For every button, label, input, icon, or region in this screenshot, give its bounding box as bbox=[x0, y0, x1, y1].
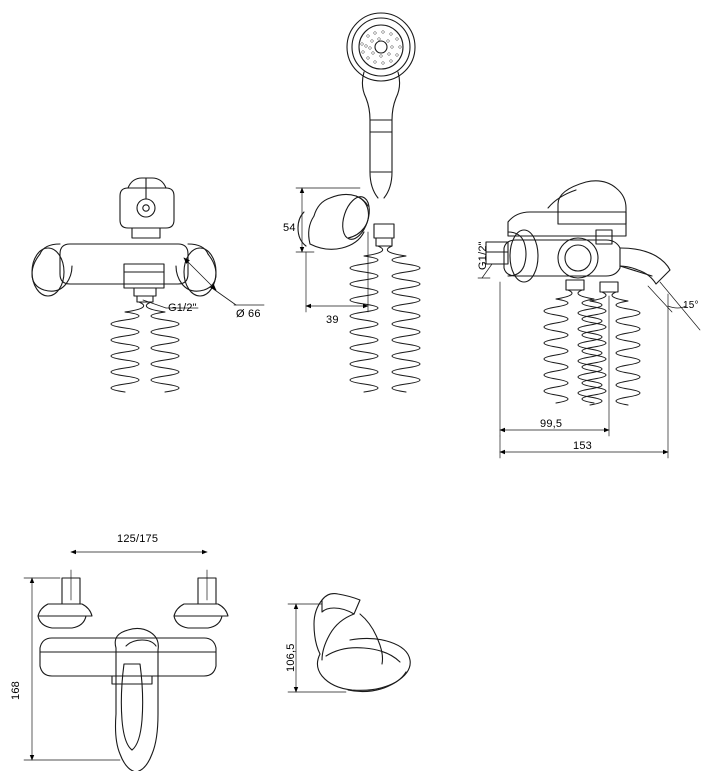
label-dim-995: 99,5 bbox=[540, 418, 563, 430]
hand-shower-dimensions bbox=[296, 188, 368, 312]
side-view-dimensions bbox=[478, 264, 700, 458]
top-view-mixer-geometry bbox=[38, 578, 228, 771]
label-angle-15: 15° bbox=[683, 300, 699, 311]
label-thread-g12-side: G1/2" bbox=[477, 241, 489, 270]
label-dim-39: 39 bbox=[326, 314, 339, 326]
label-dim-54: 54 bbox=[283, 222, 296, 234]
label-diameter-66: Ø 66 bbox=[236, 308, 261, 320]
label-dim-1065: 106,5 bbox=[285, 643, 297, 672]
label-dim-153: 153 bbox=[573, 440, 592, 452]
hand-shower-side-geometry bbox=[314, 594, 410, 692]
label-dim-125-175: 125/175 bbox=[117, 533, 159, 545]
hand-shower-holder-geometry bbox=[298, 13, 420, 392]
front-view-leaders bbox=[143, 258, 264, 308]
label-dim-168: 168 bbox=[10, 681, 22, 700]
front-view-mixer-geometry bbox=[32, 178, 216, 392]
side-view-mixer-geometry bbox=[486, 181, 670, 405]
label-thread-g12-front: G1/2" bbox=[168, 302, 197, 314]
